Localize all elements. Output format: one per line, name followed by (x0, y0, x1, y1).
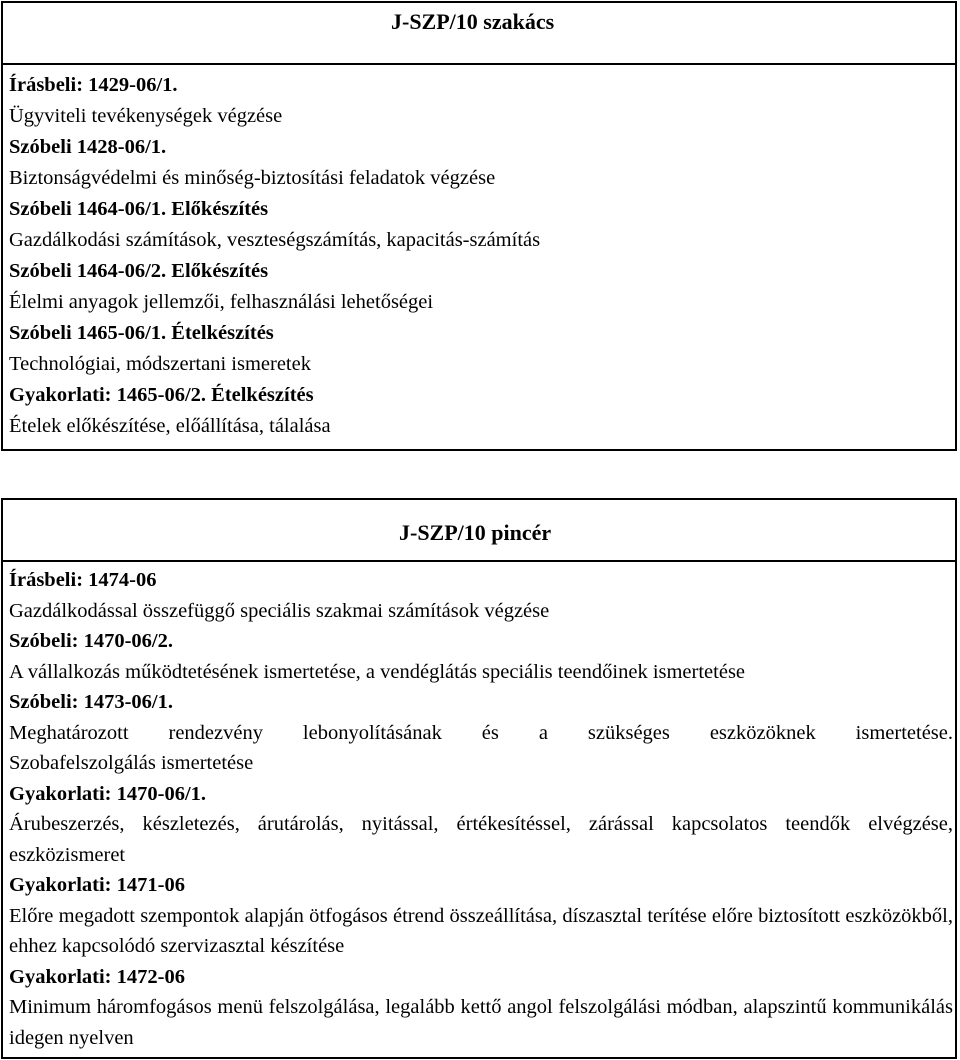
exam-label-module: Ételkészítés (206, 384, 314, 406)
exam-label: Írásbeli: 1429-06/1. (9, 74, 178, 96)
exam-label: Gyakorlati: 1472-06 (9, 965, 185, 988)
exam-description: Ügyviteli tevékenységek végzése (9, 105, 283, 127)
exam-label-module: Előkészítés (166, 260, 269, 282)
exam-description: Minimum háromfogásos menü felszolgálása, legalább kettő angol felszolgálási módban, alapszintű kommunikálás idegen nyelven (9, 996, 953, 1049)
exam-label (9, 194, 953, 225)
exam-description: Ételek előkészítése, előállítása, tálalása (9, 415, 331, 437)
exam-label (9, 256, 953, 287)
exam-description: Gazdálkodással összefüggő speciális szakmai számítások végzése (9, 599, 550, 622)
exam-description: Előre megadott szempontok alapján ötfogásos étrend összeállítása, díszasztal terítése előre biztosított eszközökből, ehhez kapcsolódó szervizasztal készítése (9, 904, 953, 957)
exam-description: Technológiai, módszertani ismeretek (9, 353, 311, 375)
exam-label-code: Szóbeli 1464-06/2. (9, 260, 167, 282)
exam-label: Gyakorlati: 1470-06/1. (9, 782, 207, 805)
exam-label (9, 318, 953, 349)
waiter-section-title: J-SZP/10 pincér (399, 520, 552, 545)
exam-description: Élelmi anyagok jellemzői, felhasználási lehetőségei (9, 291, 434, 313)
waiter-exam-list (9, 565, 953, 1053)
waiter-section (1, 498, 957, 1059)
exam-label (9, 380, 953, 411)
cook-exam-list (9, 70, 953, 442)
exam-description: Árubeszerzés, készletezés, árutárolás, nyitással, értékesítéssel, zárással kapcsolatos teendők elvégzése, eszközismeret (9, 813, 953, 866)
exam-label: Szóbeli: 1473-06/1. (9, 691, 173, 713)
exam-label-module: Ételkészítés (166, 322, 274, 344)
exam-description: Gazdálkodási számítások, veszteségszámítás, kapacitás-számítás (9, 229, 541, 251)
waiter-header-cell (3, 500, 955, 562)
exam-label: Szóbeli 1428-06/1. (9, 136, 167, 158)
exam-label-code: Szóbeli 1464-06/1. (9, 198, 167, 220)
exam-label: Szóbeli: 1470-06/2. (9, 630, 173, 652)
exam-description: Biztonságvédelmi és minőség-biztosítási feladatok végzése (9, 167, 496, 189)
cook-section-title: J-SZP/10 szakács (391, 9, 555, 34)
cook-header-cell (3, 3, 955, 65)
exam-label-code: Gyakorlati: 1465-06/2. (9, 384, 207, 406)
exam-description-continued: Szobafelszolgálás ismertetése (9, 752, 254, 774)
exam-label: Gyakorlati: 1471-06 (9, 874, 185, 896)
cook-section (1, 1, 957, 451)
exam-label-module: Előkészítés (166, 198, 269, 220)
exam-description: A vállalkozás működtetésének ismertetése, a vendéglátás speciális teendőinek ismertetése (9, 660, 746, 683)
exam-description: Meghatározott rendezvény lebonyolításának és a szükséges eszközöknek ismertetése. (9, 721, 953, 744)
exam-label: Írásbeli: 1474-06 (9, 569, 157, 591)
exam-label-code: Szóbeli 1465-06/1. (9, 322, 167, 344)
